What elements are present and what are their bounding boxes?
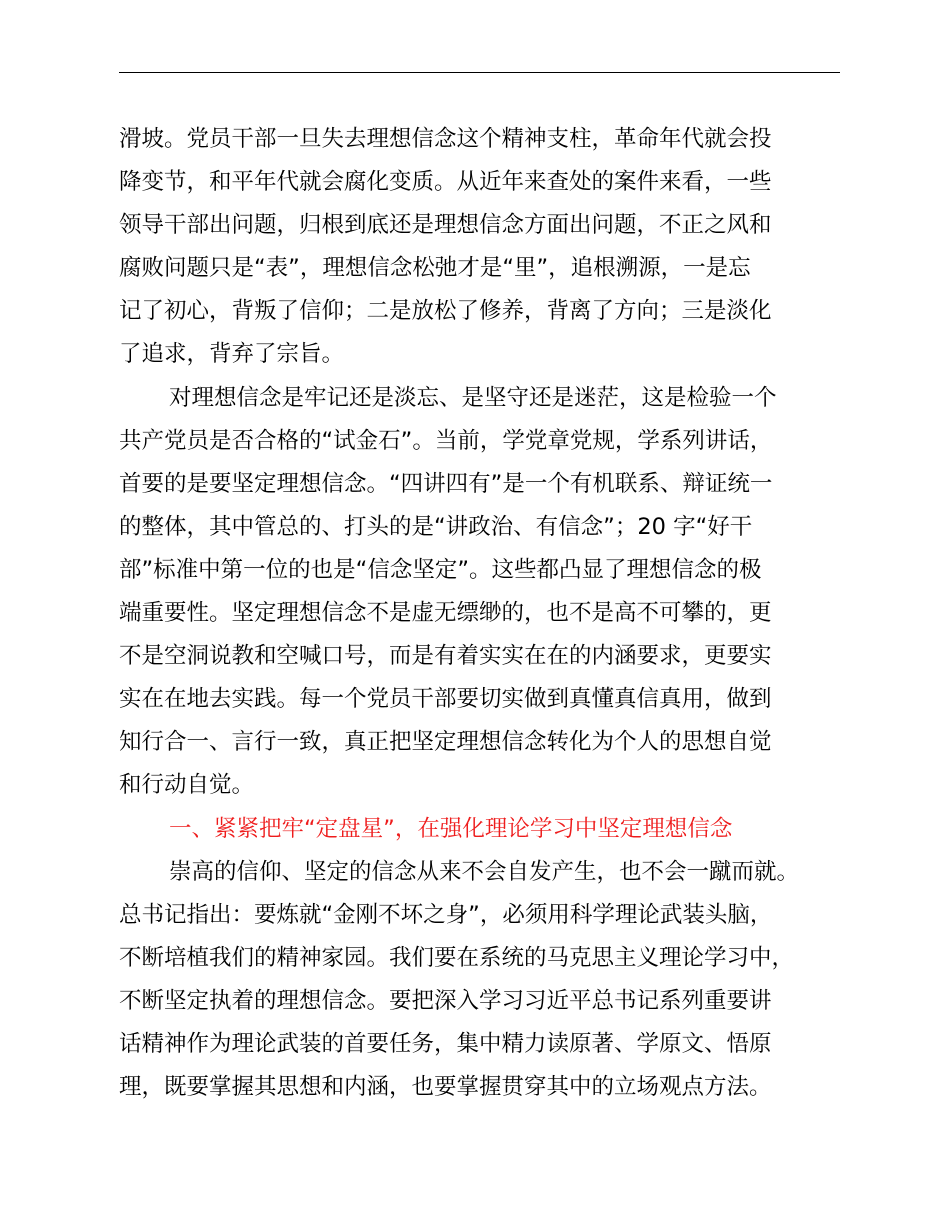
text-line: 了追求，背弃了宗旨。 <box>119 341 345 368</box>
text-line: 知行合一、言行一致，真正把坚定理想信念转化为个人的思想自觉 <box>119 729 772 756</box>
header-rule <box>119 72 840 73</box>
paragraph-3 <box>119 851 859 1110</box>
text-line: 不断坚定执着的理想信念。要把深入学习习近平总书记系列重要讲 <box>119 987 772 1014</box>
text-line: 和行动自觉。 <box>119 772 255 799</box>
text-line: 部”标准中第一位的也是“信念坚定”。这些都凸显了理想信念的极 <box>119 556 762 583</box>
text-line: 领导干部出问题，归根到底还是理想信念方面出问题，不正之风和 <box>119 212 772 239</box>
text-line: 总书记指出：要炼就“金刚不坏之身”，必须用科学理论武装头脑， <box>119 901 773 928</box>
text-line: 话精神作为理论武装的首要任务，集中精力读原著、学原文、悟原 <box>119 1030 772 1057</box>
text-line: 首要的是要坚定理想信念。“四讲四有”是一个有机联系、辩证统一 <box>119 470 773 497</box>
text-line: 理，既要掌握其思想和内涵，也要掌握贯穿其中的立场观点方法。 <box>119 1074 772 1101</box>
text-line: 崇高的信仰、坚定的信念从来不会自发产生，也不会一蹴而就。 <box>169 858 800 885</box>
text-line: 降变节，和平年代就会腐化变质。从近年来查处的案件来看，一些 <box>119 169 772 196</box>
text-line: 记了初心，背叛了信仰；二是放松了修养，背离了方向；三是淡化 <box>119 298 772 325</box>
text-line: 的整体，其中管总的、打头的是“讲政治、有信念”；20 字“好干 <box>119 513 753 540</box>
text-line: 对理想信念是牢记还是淡忘、是坚守还是迷茫，这是检验一个 <box>169 384 777 411</box>
text-line: 不断培植我们的精神家园。我们要在系统的马克思主义理论学习中， <box>119 944 795 971</box>
document-body <box>119 118 859 1109</box>
text-line: 共产党员是否合格的“试金石”。当前，学党章党规，学系列讲话， <box>119 427 773 454</box>
text-line: 不是空洞说教和空喊口号，而是有着实实在在的内涵要求，更要实 <box>119 643 772 670</box>
paragraph-2 <box>119 377 859 808</box>
text-line: 滑坡。党员干部一旦失去理想信念这个精神支柱，革命年代就会投 <box>119 126 772 152</box>
text-line: 端重要性。坚定理想信念不是虚无缥缈的，也不是高不可攀的，更 <box>119 600 772 627</box>
text-line: 实在在地去实践。每一个党员干部要切实做到真懂真信真用，做到 <box>119 686 772 713</box>
text-line: 腐败问题只是“表”，理想信念松弛才是“里”，追根溯源，一是忘 <box>119 255 751 282</box>
heading-text: 一、紧紧把牢“定盘星”，在强化理论学习中坚定理想信念 <box>169 815 733 842</box>
paragraph-1 <box>119 118 859 377</box>
section-heading <box>119 808 859 851</box>
